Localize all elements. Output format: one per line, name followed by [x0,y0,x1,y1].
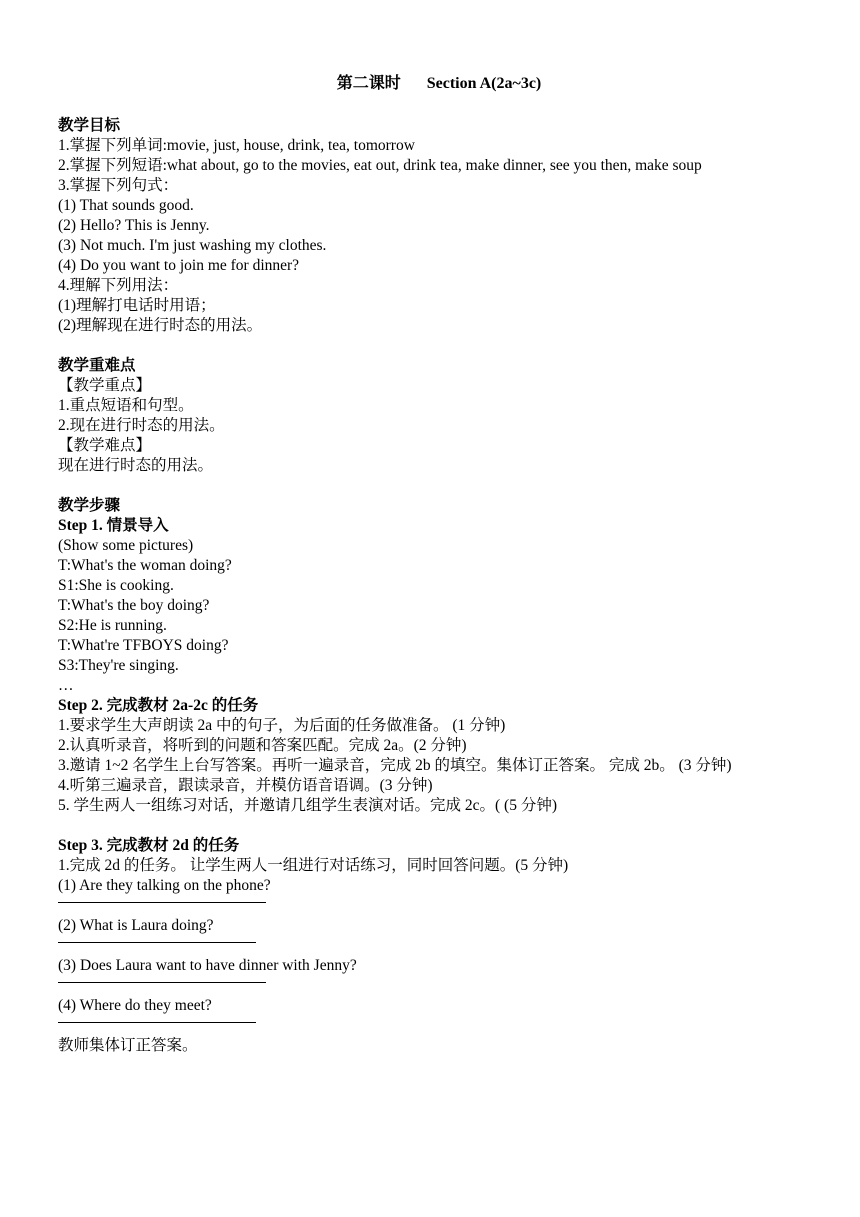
objective-line: 1.掌握下列单词:movie, just, house, drink, tea, tomorrow [58,137,415,154]
step2-line: 5. 学生两人一组练习对话，并邀请几组学生表演对话。完成 2c。( (5 分钟) [58,797,557,814]
objective-line: 4.理解下列用法： [58,277,179,294]
step2-line: 3.邀请 1~2 名学生上台写答案。再听一遍录音，完成 2b 的填空。集体订正答案。 完成 2b。 (3 分钟) [58,757,732,774]
step1-line: … [58,677,74,694]
difficulty-label: 【教学难点】 [58,437,152,454]
question-line: (1) Are they talking on the phone? [58,877,271,894]
answer-blank [58,936,820,956]
step1-line: (Show some pictures) [58,537,194,554]
step1-line: S1:She is cooking. [58,577,174,594]
focus-line: 1.重点短语和句型。 [58,397,194,414]
page-title [58,74,820,94]
answer-blank [58,1016,820,1036]
objective-line: 2.掌握下列短语:what about, go to the movies, eat out, drink tea, make dinner, see you then, make soup [58,157,702,174]
title-lesson: 第二课时 [336,75,401,92]
spacer [58,336,820,356]
focus-label: 【教学重点】 [58,377,152,394]
step3-title: Step 3. 完成教材 2d 的任务 [58,837,240,854]
objective-line: (2)理解现在进行时态的用法。 [58,317,263,334]
step2-title: Step 2. 完成教材 2a-2c 的任务 [58,697,259,714]
step2-line: 1.要求学生大声朗读 2a 中的句子，为后面的任务做准备。 (1 分钟) [58,717,506,734]
key-points-heading: 教学重难点 [58,357,136,374]
spacer [58,476,820,496]
step1-line: T:What's the boy doing? [58,597,210,614]
title-section: Section A(2a~3c) [426,75,542,92]
steps-heading: 教学步骤 [58,497,121,514]
step1-line: T:What're TFBOYS doing? [58,637,229,654]
objective-line: (3) Not much. I'm just washing my clothes. [58,237,327,254]
answer-blank [58,896,820,916]
objective-line: 3.掌握下列句式： [58,177,179,194]
step1-line: T:What's the woman doing? [58,557,232,574]
step2-line: 2.认真听录音，将听到的问题和答案匹配。完成 2a。(2 分钟) [58,737,467,754]
step1-title: Step 1. 情景导入 [58,517,169,534]
question-line: (4) Where do they meet? [58,997,212,1014]
spacer [58,816,820,836]
difficulty-line: 现在进行时态的用法。 [58,457,214,474]
step1-line: S2:He is running. [58,617,167,634]
step1-line: S3:They're singing. [58,657,179,674]
objective-line: (1)理解打电话时用语； [58,297,216,314]
answer-blank [58,976,820,996]
question-line: (3) Does Laura want to have dinner with Jenny? [58,957,357,974]
question-line: (2) What is Laura doing? [58,917,214,934]
objective-line: (4) Do you want to join me for dinner? [58,257,300,274]
objective-line: (2) Hello? This is Jenny. [58,217,210,234]
focus-line: 2.现在进行时态的用法。 [58,417,225,434]
step3-intro: 1.完成 2d 的任务。 让学生两人一组进行对话练习，同时回答问题。(5 分钟) [58,857,569,874]
step2-line: 4.听第三遍录音，跟读录音，并模仿语音语调。(3 分钟) [58,777,433,794]
objectives-heading: 教学目标 [58,117,121,134]
objective-line: (1) That sounds good. [58,197,194,214]
step3-closing: 教师集体订正答案。 [58,1037,198,1054]
